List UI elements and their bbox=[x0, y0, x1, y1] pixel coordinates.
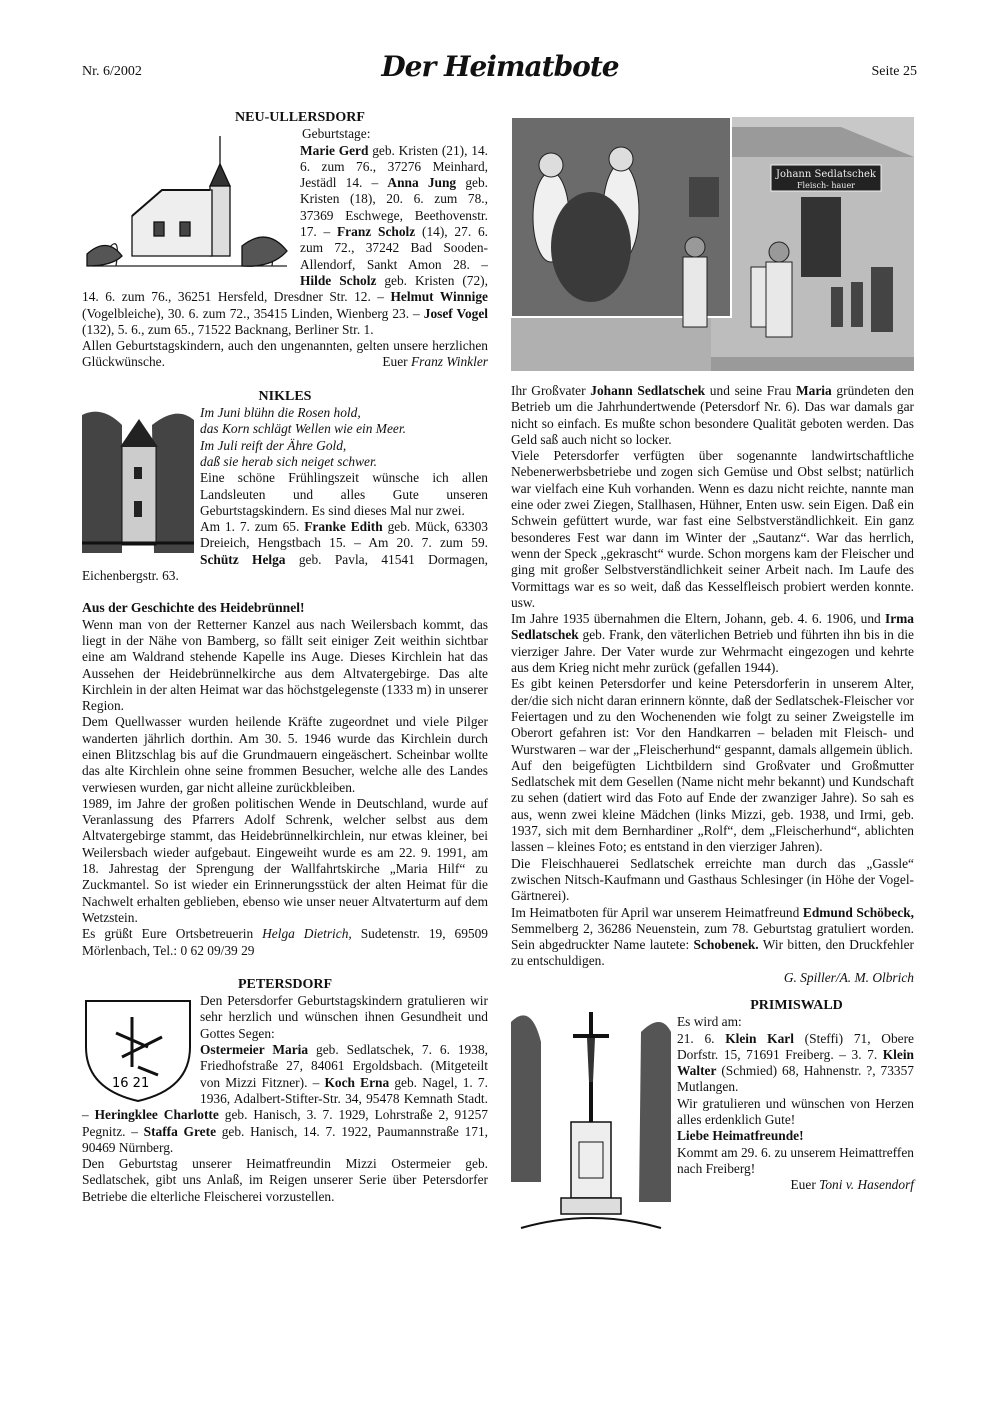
section-petersdorf bbox=[82, 977, 488, 1205]
text: Am 1. 7. zum 65. bbox=[200, 519, 305, 535]
text: geb. Hanisch, 14. 7. 1922, Paumannstraße 171, 90469 Nürnberg. bbox=[82, 1123, 489, 1155]
right-column bbox=[511, 383, 914, 1240]
text: Euer bbox=[790, 1177, 820, 1193]
name: Koch Erna bbox=[324, 1074, 390, 1090]
wayside-cross-illustration bbox=[511, 1002, 671, 1238]
name: Irma Sedlatschek bbox=[511, 611, 914, 643]
section-title: PRIMISWALD bbox=[750, 997, 843, 1013]
section-title: NIKLES bbox=[258, 388, 312, 404]
page-number: Seite 25 bbox=[871, 64, 917, 79]
name: Heringklee Charlotte bbox=[94, 1107, 219, 1123]
text: geb. Hanisch, 3. 7. 1929, Lohrstraße 2, 91257 Pegnitz. – bbox=[82, 1107, 488, 1139]
text: Im Jahre 1935 übernahmen die Eltern, Johann, geb. 4. 6. 1906, und bbox=[511, 611, 885, 627]
paragraph: Auf den beigefügten Lichtbildern sind Großvater und Großmutter Sedlatschek mit dem Gesellen (Name nicht mehr bekannt) und Kundschaft zu sehen (datiert wird das Foto auf Ende der zwanziger Jahre). So sah es aus, wenn zwei kleine Mädchen (links Mizzi, geb. 1938, und Irmi, geb. 1937, sich mit dem Bernhardiner „Rolf“, dem „Fleischerhund“, ablichten lassen – kleines Foto; es entstand in den vierziger Jahren). bbox=[511, 757, 914, 855]
name: Helmut Winnige bbox=[390, 289, 488, 305]
intro-text: Es wird am: bbox=[677, 1014, 742, 1030]
chapel-illustration bbox=[82, 405, 194, 553]
text: 21. 6. bbox=[677, 1030, 726, 1046]
name: Edmund Schöbeck, bbox=[802, 904, 914, 920]
name: Josef Vogel bbox=[423, 305, 489, 321]
text: (132), 5. 6., zum 65., 71522 Backnang, Berliner Str. 1. bbox=[82, 321, 374, 337]
paragraph: Es gibt keinen Petersdorfer und keine Petersdorferin in unserem Alter, der/die sich nicht daran erinnern könnte, daß der Sedlatschek-Fleischer vor Feiertagen und zu den Wochenenden wie folgt zu seiner Zweigstelle im Oberort gefahren ist: Vor den Handkarren – beladen mit Fleisch- und Wurstwaren – war der „Fleischerhund“ gespannt, damals allgemein üblich. bbox=[511, 676, 914, 757]
issue-number: Nr. 6/2002 bbox=[82, 64, 142, 79]
text: geb. Sedlatschek, 7. 6. 1938, Friedhofstraße 27, 84061 Ergoldsbach. (Mitgeteilt von Mizzi Fitzner). – bbox=[200, 1042, 488, 1090]
author-name: Toni v. Hasendorf bbox=[819, 1177, 914, 1193]
poem-line: Im Juli reift der Ähre Gold, bbox=[200, 437, 347, 453]
shop-sign-sub: Fleisch- hauer bbox=[796, 181, 856, 190]
name: Marie Gerd bbox=[300, 142, 369, 158]
page-header bbox=[0, 0, 1000, 100]
text: geb. Frank, den väterlichen Betrieb und führten ihn bis in die vierziger Jahre. Der Vater wurde zur Wehrmacht eingezogen und kehrte aus dem Krieg nicht mehr zurück (gefallen 1944). bbox=[511, 627, 914, 676]
shop-sign: Johann Sedlatschek bbox=[776, 169, 876, 180]
name: Maria bbox=[796, 383, 832, 398]
greeting-signature bbox=[82, 926, 488, 959]
text: Semmelberg 2, 36286 Neuenstein, zum 78. Geburtstag gratuliert worden. Sein abgedruckter Name lautete: bbox=[511, 920, 914, 953]
text: geb. Nagel, 1. 7. 1936, Adalbert-Stifter-Str. 34, 95478 Kemnath Stadt. – bbox=[82, 1074, 488, 1123]
signature: G. Spiller/A. M. Olbrich bbox=[783, 969, 914, 985]
text: Wir bitten, den Druckfehler zu entschuldigen. bbox=[511, 937, 914, 969]
section-heidebruennel bbox=[82, 600, 488, 959]
section-nikles bbox=[82, 389, 488, 585]
article-title: Aus der Geschichte des Heidebrünnel! bbox=[82, 600, 305, 616]
text: (Steffi) 71, Obere Dorfstr. 15, 71691 Freiberg. – 3. 7. bbox=[677, 1030, 914, 1062]
paragraph: Wenn man von der Retterner Kanzel aus nach Weilersbach kommt, das liegt in der Nähe von Bamberg, so fällt seit einiger Zeit weithin sichtbar eine am Waldrand stehende Kapelle ins Auge. Dieses Kirchlein hat das Aussehen der Heidebrünnelkirche aus dem Altvatergebirge. Das alte Kirchlein in der alten Heimat war das höchstgelegenste (1333 m) in unserer Region. bbox=[82, 616, 488, 714]
paragraph: Viele Petersdorfer verfügten über sogenannte landwirtschaftliche Nebenerwerbsbetriebe und zogen sich Gemüse und Obst selbst; natürlich war vielfach eine Kuh vorhanden. Wenn es dazu nicht reichte, nannte man eine oder zwei Ziegen, Stallhasen, Hühner, Enten usw. sein Eigen. Daß ein Schwein gefüttert wurde, war fast eine Selbstverständlichkeit. Ein ganz besonderes Fest war dann im Winter der „Sautanz“. War das herrlich, wenn der Speck „gekrascht“ wurde. Schon morgens kam der Fleischer und ging mit großer Selbstverständlichkeit seiner Arbeit nach. Im Laufe des Vormittags war es so weit, daß das Kesselfleisch probiert werden konnte. usw. bbox=[511, 448, 914, 610]
paragraph: Liebe Heimatfreunde! bbox=[677, 1128, 804, 1144]
text: (Vogelbleiche), 30. 6. zum 72., 35415 Linden, Wienberg 23. – bbox=[82, 305, 424, 321]
poem-line: Im Juni blühn die Rosen hold, bbox=[200, 405, 361, 421]
birthday-intro: Geburtstage: bbox=[302, 126, 371, 142]
paragraph bbox=[511, 611, 914, 676]
text: Euer bbox=[382, 354, 411, 370]
text: geb. Pavla, 41541 Dormagen, Eichenbergstr. 63. bbox=[82, 551, 488, 584]
name: Staffa Grete bbox=[143, 1123, 217, 1139]
name: Anna Jung bbox=[387, 175, 457, 191]
text: Allen Geburtstagskindern, auch den ungenannten, gelten unsere herzlichen Glückwünsche. bbox=[82, 338, 488, 370]
name: Franz Scholz bbox=[337, 224, 416, 240]
paragraph: Wir gratulieren und wünschen von Herzen alles erdenklich Gute! bbox=[677, 1095, 914, 1128]
paragraph bbox=[511, 905, 914, 970]
name: Hilde Scholz bbox=[300, 272, 377, 288]
greeting-text: Eine schöne Frühlingszeit wünsche ich allen Landsleuten und alles Gute unseren Geburtstagskindern. Es sind dieses Mal nur zwei. bbox=[200, 470, 488, 518]
section-primiswald bbox=[511, 998, 914, 1194]
name: Klein Karl bbox=[725, 1030, 794, 1046]
poem-line: das Korn schlägt Wellen wie ein Meer. bbox=[200, 421, 406, 437]
left-column bbox=[82, 110, 488, 1205]
poem-line: daß sie herab sich neiget schwer. bbox=[200, 453, 378, 469]
name: Klein Walter bbox=[677, 1046, 914, 1079]
text: gründeten den Betrieb um die Jahrhundertwende (Petersdorf Nr. 6). Das war damals gar nicht so einfach. Es mußte schon besondere Qualität geboten werden. Das Geld saß auch nicht so locker. bbox=[511, 383, 914, 447]
text: geb. Kristen (18), 20. 6. zum 78., 37369 Eschwege, Beethovenstr. 17. – bbox=[300, 175, 488, 240]
author-name: Franz Winkler bbox=[411, 354, 488, 370]
butcher-shop-photo bbox=[511, 117, 914, 371]
coat-of-arms-illustration bbox=[82, 997, 194, 1105]
name: Schobenek. bbox=[693, 937, 759, 953]
crest-year: 16 21 bbox=[112, 1076, 150, 1092]
section-neu-ullersdorf bbox=[82, 110, 488, 371]
paragraph bbox=[511, 383, 914, 448]
text: Ihr Großvater bbox=[511, 383, 591, 398]
closing-wishes bbox=[82, 338, 488, 371]
intro-text: Den Petersdorfer Geburtstagskindern gratulieren wir sehr herzlich und wünschen ihnen Gesundheit und Gottes Segen: bbox=[200, 993, 488, 1041]
church-illustration bbox=[82, 126, 294, 274]
masthead-logo: Der Heimatbote bbox=[381, 50, 619, 83]
signature bbox=[382, 354, 488, 370]
text: geb. Kristen (72), 14. 6. zum 76., 36251 Hersfeld, Dresdner Str. 12. – bbox=[82, 272, 488, 305]
name: Franke Edith bbox=[304, 519, 383, 535]
paragraph: Kommt am 29. 6. zu unserem Heimattreffen nach Freiberg! bbox=[677, 1144, 914, 1176]
text: und seine Frau bbox=[705, 383, 797, 398]
text: Sudetenstr. 19, 69509 Mörlenbach, Tel.: 0 62 09/39 29 bbox=[82, 926, 488, 958]
section-title: NEU-ULLERSDORF bbox=[235, 110, 365, 125]
text: (Schmied) 68, Hahnenstr. ?, 73357 Mutlangen. bbox=[677, 1063, 914, 1095]
paragraph: 1989, im Jahre der großen politischen Wende in Deutschland, wurde auf Veranlassung des Pfarrers Adolf Schrenk, welcher selbst aus dem Altvatergebirge stammt, das Heidebrünnelkirchlein, nur etwas kleiner, bei Weilersbach wieder aufgebaut. Eingeweiht wurde es am 22. 9. 1991, am 18. Jahrestag der Sprengung der Wallfahrtskirche „Maria Hilf“ zu Zuckmantel. So ist wieder ein Erinnerungsstück der alten Heimat für die Nachwelt erhalten geblieben, ebenso wie unser neuer Altvaterturm auf dem Wetzstein. bbox=[82, 795, 488, 925]
section-title: PETERSDORF bbox=[237, 976, 333, 992]
text: (14), 27. 6. zum 72., 37242 Bad Sooden-Allendorf, Sankt Amon 28. – bbox=[300, 224, 488, 272]
text: geb. Mück, 63303 Dreieich, Hengstbach 15. – Am 20. 7. zum 59. bbox=[200, 519, 489, 551]
paragraph: Dem Quellwasser wurden heilende Kräfte zugeordnet und viele Pilger wanderten jährlich dorthin. Am 30. 5. 1946 wurde das Kirchlein durch einen Blitzschlag bis auf die Grundmauern eingeäschert. Scheinbar wollte das alte Kirchlein ohne seine frommen Besucher, welche alle des Landes verwiesen wurden, gar nicht alleine zurückbleiben. bbox=[82, 714, 488, 795]
name: Schütz Helga bbox=[200, 551, 286, 567]
author-name: Helga Dietrich, bbox=[262, 926, 352, 942]
name: Johann Sedlatschek bbox=[590, 383, 706, 398]
paragraph: Den Geburtstag unserer Heimatfreundin Mizzi Ostermeier geb. Sedlatschek, gibt uns Anlaß, im Reigen unserer Serie über Petersdorfer Betriebe die elterliche Fleischerei vorzustellen. bbox=[82, 1156, 488, 1204]
text: Im Heimatboten für April war unserem Heimatfreund bbox=[511, 904, 803, 920]
paragraph: Die Fleischhauerei Sedlatschek erreichte man durch das „Gassle“ zwischen Nitsch-Kaufmann und Gasthaus Schlesinger (in Höhe der Vogel-Gärtnerei). bbox=[511, 855, 914, 904]
text: geb. Kristen (21), 14. 6. zum 76., 37276 Meinhard, Jestädl 14. – bbox=[300, 142, 488, 191]
name: Ostermeier Maria bbox=[200, 1042, 309, 1058]
text: Es grüßt Eure Ortsbetreuerin bbox=[82, 926, 263, 942]
